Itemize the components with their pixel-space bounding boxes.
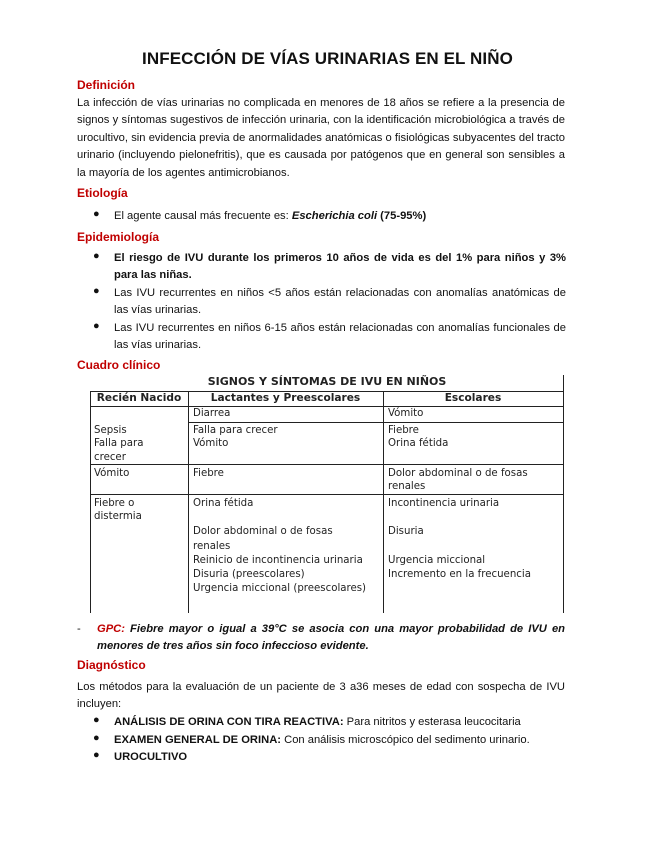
- bullet-dot-icon: ●: [93, 208, 100, 220]
- table-cell: Falla para crecer Vómito: [193, 425, 278, 450]
- bullet-dot-icon: ●: [93, 320, 100, 332]
- table-cell: Vómito: [94, 468, 130, 479]
- table-header-recien-nacido: Recién Nacido: [96, 392, 182, 404]
- table-header-lactantes: Lactantes y Preescolares: [210, 392, 361, 404]
- diagnostico-bullet-label: ANÁLISIS DE ORINA CON TIRA REACTIVA:: [114, 716, 344, 728]
- bullet-dot-icon: ●: [93, 714, 100, 726]
- epidemiologia-bullet-text: Las IVU recurrentes en niños <5 años están relacionadas con anomalías anatómicas de las vías urinarias.: [114, 287, 566, 317]
- etiologia-suffix: (75-95%): [377, 210, 427, 222]
- epidemiologia-bullet-text: Las IVU recurrentes en niños 6-15 años están relacionadas con anomalías funcionales de las vías urinarias.: [114, 322, 566, 352]
- table-rule-row3: [90, 494, 564, 495]
- table-header-escolares: Escolares: [444, 392, 502, 404]
- table-border-left: [90, 391, 91, 613]
- table-col-divider-2: [383, 391, 384, 613]
- etiologia-prefix: El agente causal más frecuente es:: [114, 210, 292, 222]
- gpc-label: GPC:: [97, 623, 125, 635]
- table-cell: Orina fétida Dolor abdominal o de fosas renales Reinicio de incontinencia urinaria Disuria (preescolares) Urgencia miccional (preescolares): [193, 498, 367, 595]
- gpc-note: [77, 621, 565, 656]
- diagnostico-bullet-text: [114, 732, 566, 749]
- etiologia-bullet-text: [114, 208, 566, 225]
- table-cell: Fiebre Orina fétida: [388, 425, 449, 450]
- heading-cuadro-clinico: Cuadro clínico: [77, 358, 161, 372]
- table-rule-header: [90, 406, 564, 407]
- page-title: INFECCIÓN DE VÍAS URINARIAS EN EL NIÑO: [142, 49, 513, 68]
- table-rule-row1: [188, 422, 564, 423]
- table-cell: Incontinencia urinaria Disuria Urgencia miccional Incremento en la frecuencia: [388, 498, 531, 581]
- diagnostico-bullet-text: [114, 714, 566, 731]
- gpc-text: Fiebre mayor o igual a 39°C se asocia con una mayor probabilidad de IVU en menores de tres años sin foco infeccioso evidente.: [97, 623, 565, 653]
- bullet-dot-icon: ●: [93, 749, 100, 761]
- diagnostico-bullet-text: [114, 749, 566, 766]
- definicion-paragraph: La infección de vías urinarias no complicada en menores de 18 años se refiere a la presencia de signos y síntomas sugestivos de infección urinaria, con la identificación microbiológica a través de urocultivo, sin evidencia previa de anormalidades anatómicas o fisiológicas subyacentes del tracto urinario (incluyendo pielonefritis), que es causada por patógenos que en general son sensibles a la mayoría de los agentes antimicrobianos.: [77, 97, 565, 179]
- heading-etiologia: Etiología: [77, 186, 128, 200]
- table-cell: Diarrea: [193, 408, 231, 419]
- table-cell: Dolor abdominal o de fosas renales: [388, 468, 528, 493]
- table-caption: SIGNOS Y SÍNTOMAS DE IVU EN NIÑOS: [207, 375, 447, 388]
- table-cell: Sepsis Falla para crecer: [94, 425, 144, 463]
- heading-definicion: Definición: [77, 78, 136, 92]
- table-cell: Fiebre: [193, 468, 224, 479]
- gpc-body: [97, 621, 565, 656]
- table-col-divider-1: [188, 391, 189, 613]
- bullet-dot-icon: ●: [93, 732, 100, 744]
- table-cell: Vómito: [388, 408, 424, 419]
- bullet-dot-icon: ●: [93, 250, 100, 262]
- table-rule-row2: [90, 464, 564, 465]
- bullet-dot-icon: ●: [93, 285, 100, 297]
- diagnostico-bullet-label: UROCULTIVO: [114, 751, 188, 763]
- etiologia-organism: Escherichia coli: [291, 210, 378, 222]
- heading-epidemiologia: Epidemiología: [77, 230, 160, 244]
- diagnostico-bullet-label: EXAMEN GENERAL DE ORINA:: [114, 734, 281, 746]
- epidemiologia-bullet-text: El riesgo de IVU durante los primeros 10 años de vida es del 1% para niños y 3% para las niñas.: [114, 252, 566, 282]
- diagnostico-bullet-desc: Con análisis microscópico del sedimento urinario.: [281, 734, 530, 746]
- diagnostico-bullet-desc: Para nitritos y esterasa leucocitaria: [343, 716, 521, 728]
- gpc-dash: -: [77, 623, 81, 635]
- table-cell: Fiebre o distermia: [94, 498, 142, 523]
- heading-diagnostico: Diagnóstico: [77, 658, 146, 672]
- diagnostico-intro: Los métodos para la evaluación de un paciente de 3 a36 meses de edad con sospecha de IVU incluyen:: [77, 681, 565, 711]
- signs-symptoms-table: [90, 375, 564, 613]
